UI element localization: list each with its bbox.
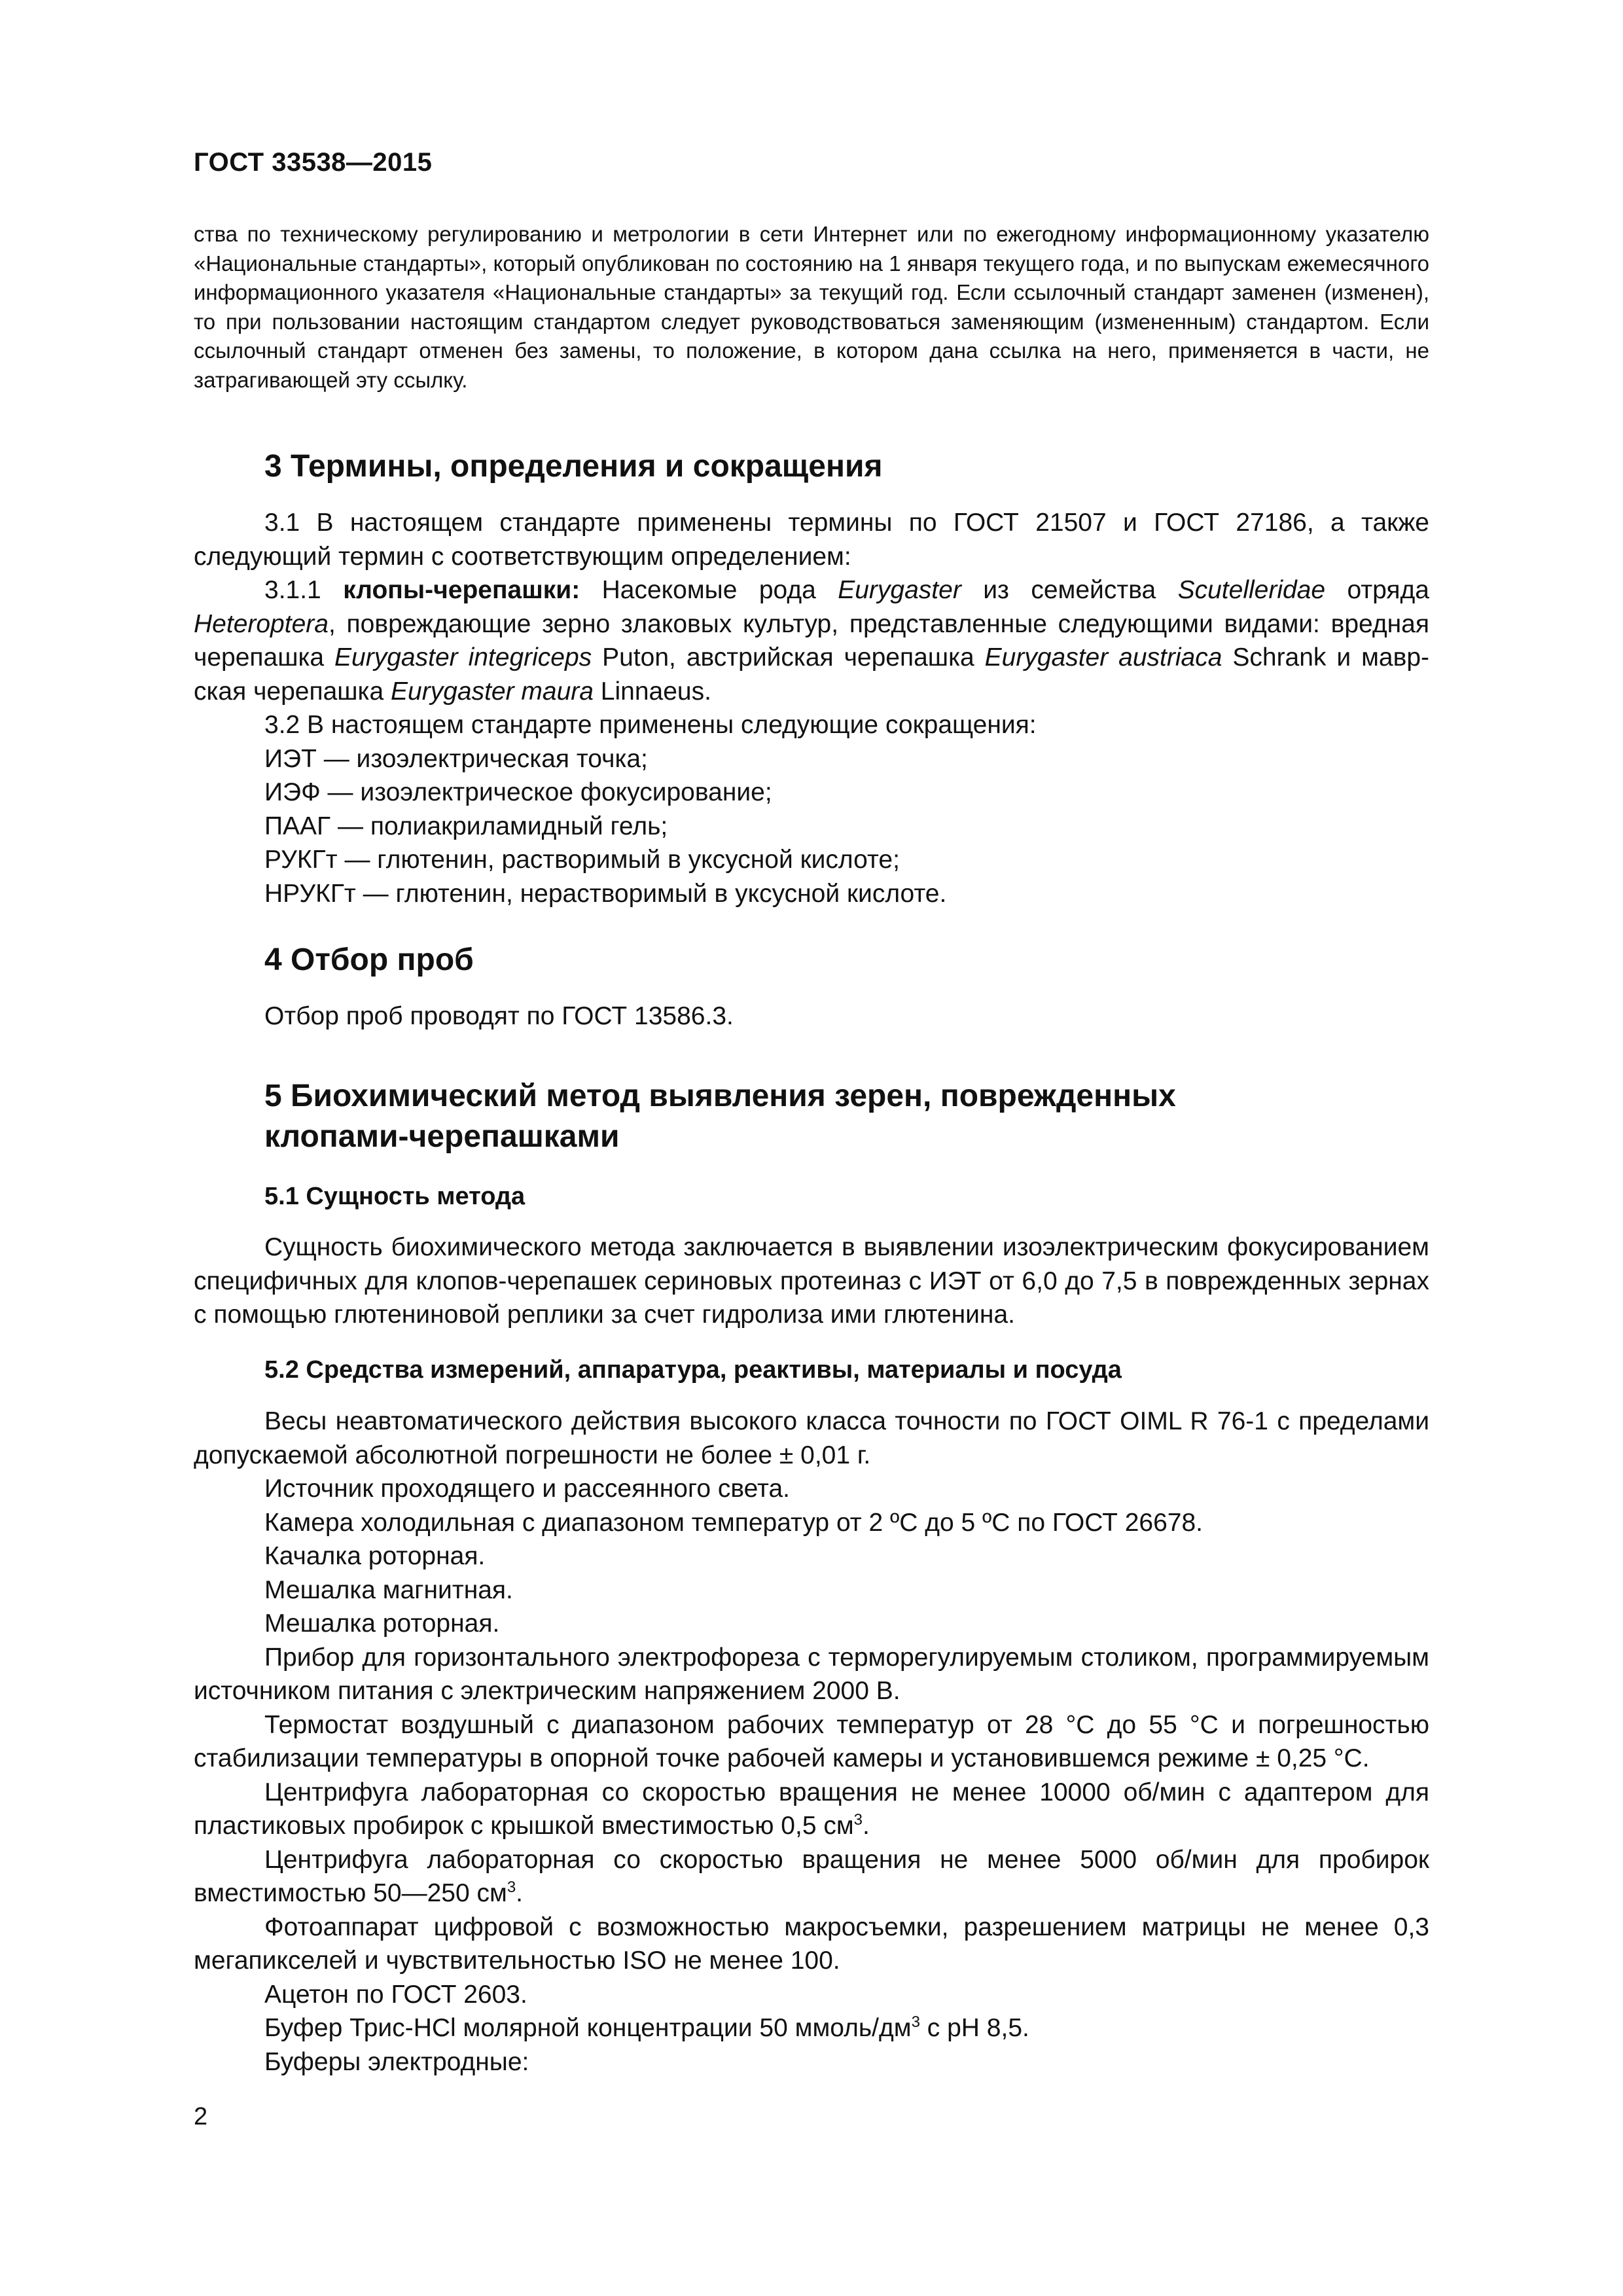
term-italic: Eurygaster austriaca xyxy=(984,643,1222,672)
term-italic: Scutelleridae xyxy=(1177,576,1326,604)
subsection-5-2-body xyxy=(194,1405,1429,2079)
subsection-5-1-text: Сущность биохимического метода заключается в выявлении изоэлектрическим фокусированием специфичных для клопов-черепашек сериновых протеиназ с ИЭТ от 6,0 до 7,5 в поврежденных зернах с помощью глютениновой реплики за счет гидролиза ими глютенина. xyxy=(194,1233,1429,1329)
equipment-item-centrifuge-2 xyxy=(194,1843,1429,1910)
section-4-text: Отбор проб проводят по ГОСТ 13586.3. xyxy=(264,1002,734,1030)
equipment-item: Мешалка магнитная. xyxy=(264,1575,513,1604)
page-number: 2 xyxy=(194,2103,208,2130)
subsection-5-2-heading: 5.2 Средства измерений, аппаратура, реактивы, материалы и посуда xyxy=(264,1356,1122,1384)
section-5-heading-line2: клопами-черепашками xyxy=(264,1119,620,1154)
equipment-item: Мешалка роторная. xyxy=(264,1609,500,1638)
term-italic: Eurygaster maura xyxy=(391,677,594,706)
term-text: Насекомые рода xyxy=(580,576,838,604)
equipment-item: Источник проходящего и рассеянного света. xyxy=(264,1475,790,1503)
section-4-body xyxy=(194,999,1429,1033)
paragraph-3-2: 3.2 В настоящем стандарте применены следующие сокращения: xyxy=(264,711,1037,739)
abbreviation-item: НРУКГт — глютенин, нерастворимый в уксусной кислоте. xyxy=(264,879,947,908)
superscript-3: 3 xyxy=(853,1811,863,1829)
intro-paragraph xyxy=(194,220,1429,395)
term-text: Puton, австрийская черепашка xyxy=(592,643,985,672)
buffer-text: Буфер Трис-HCl молярной концентрации 50 ммоль/дм xyxy=(264,2014,912,2042)
equipment-item: Весы неавтоматического действия высокого класса точности по ГОСТ OIML R 76-1 с пределами допускаемой абсолютной погрешности не более ± 0,01 г. xyxy=(194,1407,1429,1469)
superscript-3: 3 xyxy=(507,1878,516,1896)
equipment-item: Камера холодильная с диапазоном температур от 2 ºС до 5 ºС по ГОСТ 26678. xyxy=(264,1508,1204,1537)
term-italic: Eurygaster xyxy=(838,576,961,604)
document-header-id: ГОСТ 33538—2015 xyxy=(194,148,433,177)
superscript-3: 3 xyxy=(911,2013,920,2031)
term-text: Linnaeus. xyxy=(593,677,711,706)
term-name: клопы-черепашки: xyxy=(343,576,580,604)
paragraph-3-1: 3.1 В настоящем стандарте применены термины по ГОСТ 21507 и ГОСТ 27186, а также следующий термин с соответствующим определением: xyxy=(194,509,1429,571)
equipment-item: Прибор для горизонтального электрофореза с терморегулируемым столиком, программируемым источником питания с электрическим напряжением 2000 В. xyxy=(194,1643,1429,1705)
reagent-acetone: Ацетон по ГОСТ 2603. xyxy=(264,1980,527,2009)
subsection-5-1-heading: 5.1 Сущность метода xyxy=(264,1183,526,1210)
term-3-1-1 xyxy=(194,573,1429,708)
term-italic: Heteroptera xyxy=(194,609,329,638)
equipment-item-camera: Фотоаппарат цифровой с возможностью макросъемки, разрешением матрицы не менее 0,3 мегапикселей и чувствительностью ISO не менее 100. xyxy=(194,1912,1429,1975)
section-3-heading: 3 Термины, определения и сокращения xyxy=(264,449,883,484)
equipment-item: Термостат воздушный с диапазоном рабочих температур от 28 °С до 55 °С и погрешностью стабилизации температуры в опорной точке рабочей камеры и установившемся режиме ± 0,25 °С. xyxy=(194,1710,1429,1772)
term-text: Schrank и мавр-ская черепашка xyxy=(194,643,1430,706)
equipment-item: Качалка роторная. xyxy=(264,1542,486,1570)
equipment-item-centrifuge-1 xyxy=(194,1776,1429,1843)
reagent-electrode-buffers: Буферы электродные: xyxy=(264,2047,529,2076)
term-text: отряда xyxy=(1325,576,1430,604)
section-3-body xyxy=(194,506,1429,910)
period: . xyxy=(516,1879,524,1907)
term-text: из семейства xyxy=(961,576,1178,604)
period: . xyxy=(863,1812,870,1840)
centrifuge-1-text: Центрифуга лабораторная со скоростью вращения не менее 10000 об/мин с адаптером для пластиковых пробирок с крышкой вместимостью 0,5 см xyxy=(194,1778,1429,1840)
abbreviation-item: ИЭФ — изоэлектрическое фокусирование; xyxy=(264,778,772,806)
reagent-buffer-tris xyxy=(194,2011,1429,2045)
abbreviation-item: ПААГ — полиакриламидный гель; xyxy=(264,812,668,840)
term-number: 3.1.1 xyxy=(264,576,321,604)
section-5-heading-line1: 5 Биохимический метод выявления зерен, поврежденных xyxy=(264,1079,1176,1113)
abbreviation-item: ИЭТ — изоэлектрическая точка; xyxy=(264,744,648,773)
centrifuge-2-text: Центрифуга лабораторная со скоростью вращения не менее 5000 об/мин для пробирок вместимостью 50—250 см xyxy=(194,1845,1429,1907)
abbreviation-item: РУКГт — глютенин, растворимый в уксусной кислоте; xyxy=(264,846,900,874)
term-italic: Eurygaster integriceps xyxy=(334,643,592,672)
subsection-5-1-body xyxy=(194,1230,1429,1332)
section-4-heading: 4 Отбор проб xyxy=(264,942,474,977)
intro-text: ства по техническому регулированию и метрологии в сети Интернет или по ежегодному информационному указателю «Национальные стандарты», который опубликован по состоянию на 1 января текущего года, и по выпускам ежемесячного информационного указателя «Национальные стандарты» за текущий год. Если ссылочный стандарт заменен (изменен), то при пользовании настоящим стандартом следует руководствоваться заменяющим (измененным) стандартом. Если ссылочный стандарт отменен без замены, то положение, в котором дана ссылка на него, применяется в части, не затрагивающей эту ссылку. xyxy=(194,222,1429,392)
buffer-text: с pH 8,5. xyxy=(919,2014,1029,2042)
term-text: , повреждающие зерно злаковых культур, представленные следующими видами: вредная черепашка xyxy=(194,609,1429,672)
section-5-heading xyxy=(264,1076,1176,1157)
